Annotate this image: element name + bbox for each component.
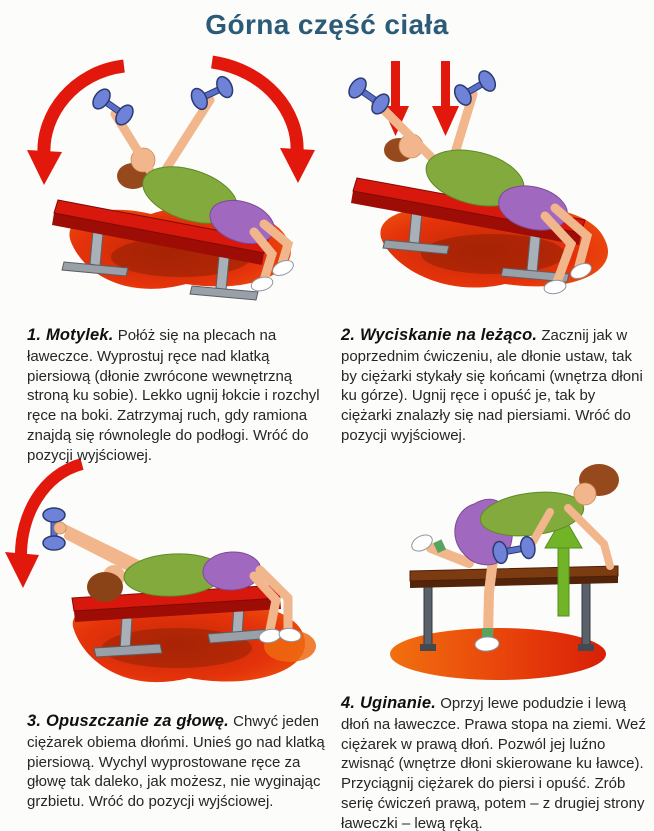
page-title: Górna część ciała (205, 9, 449, 40)
exercise-4-description: Oprzyj lewe podudzie i lewą dłoń na ławeczce. Prawa stopa na ziemi. Weź ciężarek w prawą dłoń. Pozwól jej luźno zwisnąć (wnętrze dłoni skierowane ku ławce). Przyciągnij ciężarek do piersi i opuść. Zrób serię ćwiczeń prawą, potem – z drugiej strony ławeczki – lewą ręką. (341, 695, 646, 831)
exercise-4-text (341, 693, 649, 831)
exercise-1-text (27, 325, 323, 466)
exercise-2-text (341, 325, 645, 446)
straight-arrow-down-icon (432, 61, 459, 136)
exercise-2-description: Zacznij jak w poprzednim ćwiczeniu, ale dłonie ustaw, tak by ciężarki stykały się końcami (wnętrza dłoni ku górze). Ugnij ręce i opuść je, tak by ciężarki znalazły się nad piersiami. Wróć do pozycji wyjściowej. (341, 327, 643, 444)
illustration-opuszczanie (2, 448, 332, 700)
exercise-3-label: 3. Opuszczanie za głowę. (27, 712, 229, 730)
curved-arrow-down-icon (5, 464, 82, 588)
exercise-1-label: 1. Motylek. (27, 326, 114, 344)
illustration-motylek (16, 52, 322, 308)
floor-blob (390, 628, 606, 680)
illustration-uginanie (336, 444, 652, 686)
illustration-wyciskanie (333, 56, 647, 310)
curved-arrow-down-left-icon (27, 66, 124, 185)
exercise-3-text (27, 711, 329, 812)
dumbbell-icon (188, 74, 235, 112)
dumbbell-icon (89, 86, 136, 128)
exercise-3-description: Chwyć jeden ciężarek obiema dłońmi. Unieś go nad klatką piersiową. Wychyl wyprostowane ręce za głowę tak daleko, jak możesz, nie wyginając grzbietu. Wróć do pozycji wyjściowej. (27, 713, 325, 811)
exercise-4-label: 4. Uginanie. (341, 694, 437, 712)
exercise-2-label: 2. Wyciskanie na leżąco. (341, 326, 538, 344)
exercise-1-description: Połóż się na plecach na ławeczce. Wyprostuj ręce nad klatką piersiową (dłonie zwrócone wewnętrzną stroną ku sobie). Lekko ugnij łokcie i rozchyl ręce na boki. Zatrzymaj ruch, gdy ramiona znajdą się równolegle do podłogi. Wróć do pozycji wyjściowej. (27, 327, 320, 464)
